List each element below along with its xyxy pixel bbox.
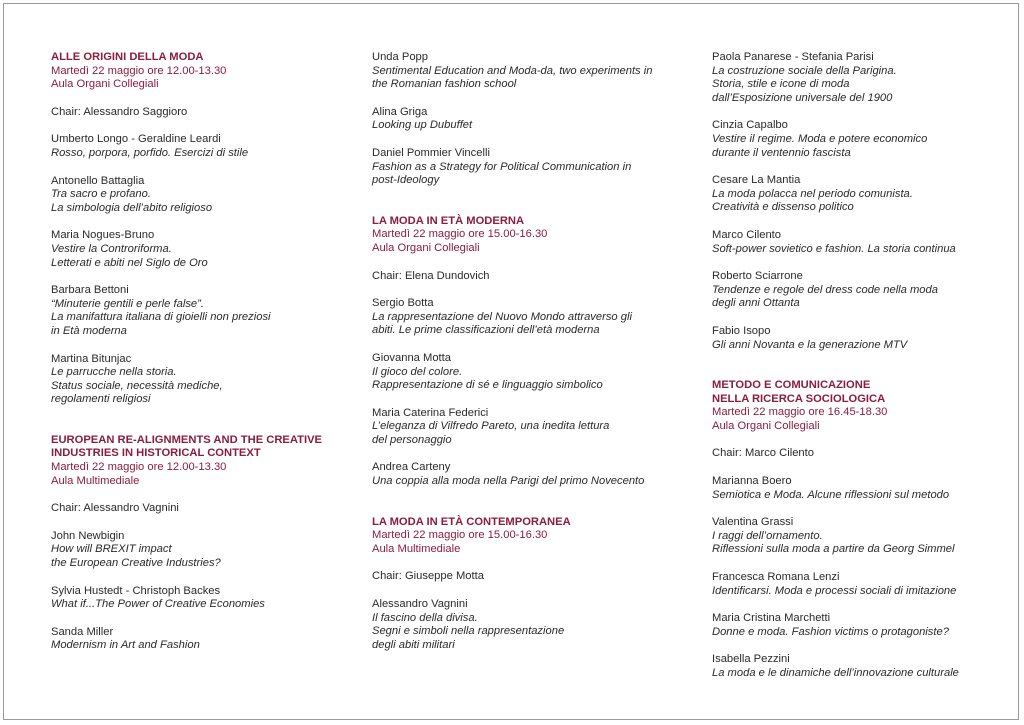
talk-title-line: L’eleganza di Vilfredo Pareto, una inedita lettura [372, 420, 610, 433]
talk-title-line: degli anni Ottanta [712, 297, 800, 310]
talk-entry [712, 119, 1012, 160]
talk-entry [51, 353, 351, 407]
session-title-line: ALLE ORIGINI DELLA MODA [51, 51, 204, 63]
session-date: Martedì 22 maggio ore 12.00-13.30 [51, 64, 227, 77]
talk-entry [51, 229, 351, 270]
program-session [712, 51, 1012, 352]
session-title-line: METODO E COMUNICAZIONE [712, 379, 871, 392]
talk-speakers: Daniel Pommier Vincelli [372, 146, 490, 159]
talk-title-line: Fashion as a Strategy for Political Communication in [372, 160, 632, 173]
talk-speakers: Sergio Botta [372, 297, 434, 310]
talk-title-line: La simbologia dell’abito religioso [51, 201, 213, 214]
session-room: Aula Multimediale [51, 474, 140, 487]
talk-speakers: Martina Bitunjac [51, 352, 132, 365]
talk-title [51, 639, 351, 653]
talk-speakers: John Newbigin [51, 529, 125, 542]
talk-title [51, 243, 351, 270]
talk-title-line: How will BREXIT impact [51, 543, 172, 556]
talk-title-line: Donne e moda. Fashion victims o protagoniste? [712, 625, 949, 638]
talk-title-line: Sentimental Education and Moda-da, two experiments in [372, 64, 653, 77]
talk-title-line: Looking up Dubuffet [372, 119, 473, 132]
talk-title-line: Tra sacro e profano. [51, 188, 151, 201]
talk-entry [51, 175, 351, 216]
talk-speakers: Marianna Boero [712, 475, 792, 488]
program-session [372, 516, 672, 653]
talk-title-line: the European Creative Industries? [51, 557, 221, 570]
talk-title-line: La moda e le dinamiche dell’innovazione culturale [712, 667, 959, 679]
talk-speakers: Giovanna Motta [372, 351, 451, 364]
talk-title-line: Modernism in Art and Fashion [51, 639, 200, 652]
session-title [51, 51, 351, 65]
talk-title [372, 161, 672, 188]
talk-title [372, 612, 672, 653]
talk-speakers: Valentina Grassi [712, 516, 794, 529]
talk-entry [712, 174, 1012, 215]
program-session [712, 379, 1012, 681]
talk-entry [51, 585, 351, 612]
talk-entry [712, 516, 1012, 557]
session-title-line: INDUSTRIES IN HISTORICAL CONTEXT [51, 447, 261, 460]
talk-title [372, 475, 672, 489]
session-chair: Chair: Marco Cilento [712, 447, 814, 460]
talk-speakers: Sanda Miller [51, 625, 114, 638]
talk-title-line: Vestire il regime. Moda e potere economico [712, 132, 928, 145]
talk-title-line: Letterati e abiti nel Siglo de Oro [51, 256, 208, 269]
talk-entry [712, 571, 1012, 598]
talk-title-line: Gli anni Novanta e la generazione MTV [712, 338, 908, 351]
talk-title [712, 626, 1012, 640]
talk-speakers: Maria Nogues-Bruno [51, 229, 155, 242]
talk-title-line: Una coppia alla moda nella Parigi del primo Novecento [372, 475, 645, 488]
session-chair: Chair: Giuseppe Motta [372, 570, 484, 583]
session-date: Martedì 22 maggio ore 15.00-16.30 [372, 529, 548, 542]
program-session [51, 434, 351, 653]
column-3 [712, 51, 1012, 681]
talk-title-line: the Romanian fashion school [372, 78, 517, 91]
talk-speakers: Paola Panarese - Stefania Parisi [712, 51, 874, 63]
talk-title [372, 420, 672, 447]
talk-title-line: del personaggio [372, 433, 452, 446]
talk-speakers: Maria Cristina Marchetti [712, 612, 831, 625]
talk-title-line: Le parrucche nella storia. [51, 366, 177, 379]
talk-entry [712, 612, 1012, 639]
session-title [51, 434, 351, 461]
talk-speakers: Francesca Romana Lenzi [712, 571, 840, 584]
talk-entry [51, 626, 351, 653]
talk-title-line: post-Ideology [372, 174, 440, 187]
talk-speakers: Maria Caterina Federici [372, 406, 489, 419]
talk-title-line: La rappresentazione del Nuovo Mondo attraverso gli [372, 310, 632, 323]
talk-title [372, 65, 672, 92]
talk-title [712, 489, 1012, 503]
session-date: Martedì 22 maggio ore 16.45-18.30 [712, 406, 888, 419]
talk-entry [712, 229, 1012, 256]
talk-title [372, 119, 672, 133]
talk-title [51, 188, 351, 215]
talk-speakers: Andrea Carteny [372, 461, 451, 474]
session-date: Martedì 22 maggio ore 15.00-16.30 [372, 228, 548, 241]
talk-entry [51, 133, 351, 160]
talk-entry [372, 51, 672, 92]
talk-speakers: Antonello Battaglia [51, 174, 145, 187]
talk-title [712, 339, 1012, 353]
talk-title-line: Riflessioni sulla moda a partire da Georg Simmel [712, 543, 955, 556]
session-chair: Chair: Alessandro Vagnini [51, 502, 179, 515]
talk-speakers: Roberto Sciarrone [712, 270, 803, 283]
program-session [372, 51, 672, 188]
session-room: Aula Organi Collegiali [372, 241, 480, 254]
talk-title-line: Vestire la Controriforma. [51, 242, 172, 255]
talk-title [51, 543, 351, 570]
talk-entry [372, 407, 672, 448]
talk-title-line: Creatività e dissenso politico [712, 201, 854, 214]
talk-title-line: La manifattura italiana di gioielli non preziosi [51, 311, 271, 324]
talk-title [51, 147, 351, 161]
talk-title-line: “Minuterie gentili e perle false”. [51, 297, 204, 310]
talk-entry [712, 653, 1012, 680]
talk-speakers: Barbara Bettoni [51, 284, 129, 297]
talk-entry [372, 106, 672, 133]
talk-entry [51, 530, 351, 571]
session-title [712, 379, 1012, 406]
session-room: Aula Organi Collegiali [712, 419, 820, 432]
talk-entry [712, 51, 1012, 105]
talk-title-line: I raggi dell’ornamento. [712, 529, 823, 542]
talk-title-line: Rappresentazione di sé e linguaggio simbolico [372, 379, 603, 392]
talk-speakers: Sylvia Hustedt - Christoph Backes [51, 584, 221, 597]
talk-title-line: Status sociale, necessità mediche, [51, 379, 223, 392]
talk-title [372, 366, 672, 393]
talk-title-line: Segni e simboli nella rappresentazione [372, 625, 565, 638]
talk-title-line: Storia, stile e icone di moda [712, 78, 850, 91]
talk-title [712, 133, 1012, 160]
talk-title [712, 585, 1012, 599]
talk-title-line: durante il ventennio fascista [712, 146, 851, 159]
talk-title-line: Il fascino della divisa. [372, 611, 478, 624]
talk-entry [372, 461, 672, 488]
program-page [3, 3, 1019, 720]
talk-title [712, 530, 1012, 557]
talk-title-line: abiti. Le prime classificazioni dell’età moderna [372, 324, 600, 337]
session-date: Martedì 22 maggio ore 12.00-13.30 [51, 461, 227, 474]
talk-entry [712, 325, 1012, 352]
talk-speakers: Umberto Longo - Geraldine Leardi [51, 133, 221, 146]
talk-speakers: Cinzia Capalbo [712, 119, 788, 132]
talk-speakers: Alina Griga [372, 105, 428, 118]
talk-title [712, 243, 1012, 257]
talk-title [51, 598, 351, 612]
talk-title [51, 366, 351, 407]
talk-title [712, 667, 1012, 681]
column-1 [51, 51, 351, 653]
talk-title-line: What if...The Power of Creative Economies [51, 598, 265, 611]
talk-title [712, 188, 1012, 215]
talk-entry [372, 297, 672, 338]
talk-title-line: Semiotica e Moda. Alcune riflessioni sul metodo [712, 488, 950, 501]
talk-title-line: Rosso, porpora, porfido. Esercizi di stile [51, 146, 249, 159]
talk-title [712, 284, 1012, 311]
session-title-line: EUROPEAN RE-ALIGNMENTS AND THE CREATIVE [51, 433, 322, 446]
talk-entry [51, 284, 351, 338]
talk-entry [712, 270, 1012, 311]
talk-entry [372, 147, 672, 188]
talk-title-line: degli abiti militari [372, 638, 455, 651]
session-title-line: LA MODA IN ETÀ MODERNA [372, 214, 525, 227]
talk-title-line: dall’Esposizione universale del 1900 [712, 91, 893, 104]
talk-title [51, 298, 351, 339]
talk-title-line: La costruzione sociale della Parigina. [712, 64, 897, 77]
talk-title-line: regolamenti religiosi [51, 393, 151, 406]
talk-speakers: Cesare La Mantia [712, 174, 801, 187]
session-chair: Chair: Elena Dundovich [372, 269, 490, 282]
talk-title-line: La moda polacca nel periodo comunista. [712, 187, 913, 200]
talk-entry [372, 352, 672, 393]
talk-title-line: Soft-power sovietico e fashion. La storia continua [712, 242, 956, 255]
session-title-line: NELLA RICERCA SOCIOLOGICA [712, 392, 886, 405]
talk-speakers: Isabella Pezzini [712, 653, 790, 666]
program-session [372, 215, 672, 489]
talk-speakers: Fabio Isopo [712, 324, 771, 337]
session-title-line: LA MODA IN ETÀ CONTEMPORANEA [372, 515, 571, 528]
talk-title [372, 311, 672, 338]
session-room: Aula Organi Collegiali [51, 78, 159, 91]
talk-title-line: in Età moderna [51, 324, 127, 337]
talk-title-line: Il gioco del colore. [372, 365, 463, 378]
talk-speakers: Marco Cilento [712, 228, 782, 241]
program-session [51, 51, 351, 407]
session-chair: Chair: Alessandro Saggioro [51, 105, 188, 118]
talk-entry [712, 475, 1012, 502]
talk-speakers: Unda Popp [372, 51, 428, 63]
talk-entry [372, 598, 672, 652]
session-room: Aula Multimediale [372, 542, 461, 555]
session-title [372, 215, 672, 229]
talk-speakers: Alessandro Vagnini [372, 598, 468, 611]
talk-title-line: Tendenze e regole del dress code nella moda [712, 283, 938, 296]
talk-title-line: Identificarsi. Moda e processi sociali di imitazione [712, 584, 957, 597]
session-title [372, 516, 672, 530]
talk-title [712, 65, 1012, 106]
column-2 [372, 51, 672, 652]
